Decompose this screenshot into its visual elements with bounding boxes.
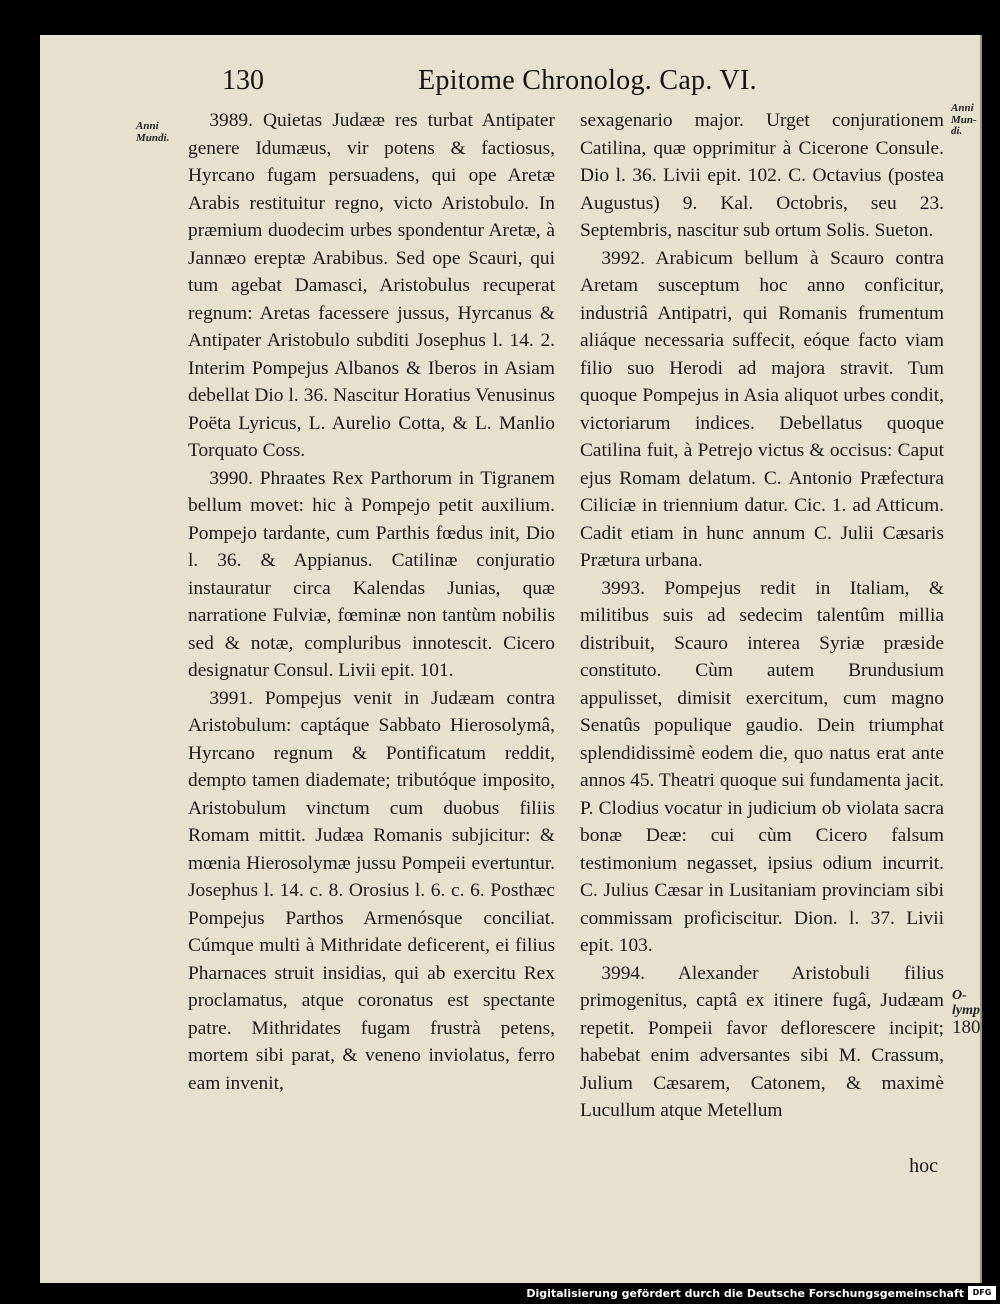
page-number: 130	[222, 65, 264, 96]
entry-3992: 3992. Arabicum bellum à Scauro contra Aretam susceptum hoc anno conficitur, industriâ Antipatri, qui Romanis frumentum aliáque necessaria suffecit, eóque facto viam filio suo Herodi ad majora stravit. Tum quoque Pompejus in Asia aliquot urbes condit, victoriarum indices. Debellatus quoque Catilina fuit, à Petrejo victus & occisus: Caput ejus Romam delatum. C. Antonio Præfectura Ciliciæ in triennium datur. Cic. 1. ad Atticum. Cadit etiam in hunc annum C. Julii Cæsaris Prætura urbana.	[580, 247, 944, 571]
margin-note-right: Anni Mun-di.	[951, 102, 977, 138]
footer-bar	[0, 1283, 1000, 1304]
left-column	[188, 107, 555, 1097]
olympiad-label: O-lymp	[952, 988, 980, 1018]
entry-3989: 3989. Quietas Judææ res turbat Antipater genere Idumæus, vir potens & factiosus, Hyrcano fugam persuadens, qui ope Aretæ Arabis restituitur regno, victo Aristobulo. In præmium duodecim urbes spondentur Aretæ, à Jannæo ereptæ Arabibus. Sed ope Scauri, qui tum agebat Damasci, Aristobulus recuperat regnum: Aretas facessere jussus, Hyrcanus & Antipater Aristobulo subditi Josephus l. 14. 2. Interim Pompejus Albanos & Iberos in Asiam debellat Dio l. 36. Nascitur Horatius Venusinus Poëta Lyricus, L. Aurelio Cotta, & L. Manlio Torquato Coss.	[188, 110, 555, 461]
entry-3991: 3991. Pompejus venit in Judæam contra Aristobulum: captáque Sabbato Hierosolymâ, Hyrcano regnum & Pontificatum reddit, dempto tamen diademate; tributóque imposito, Aristobulum vinctum cum duobus filiis Romam mittit. Judæa Romanis subjicitur: & mœnia Hierosolymæ jussu Pompeii evertuntur. Josephus l. 14. c. 8. Orosius l. 6. c. 6. Posthæc Pompejus Parthos Armenósque conciliat. Cúmque multi à Mithridate deficerent, ei filius Pharnaces struit insidias, qui ab exercitu Rex proclamatus, atque coronatus est spectante patre. Mithridates fugam frustrà petens, mortem sibi parat, & veneno inviolatus, ferro eam invenit,	[188, 687, 555, 1094]
entry-3991-continued: sexagenario major. Urget conjurationem Catilina, quæ opprimitur à Cicerone Consule. Dio l. 36. Livii epit. 102. C. Octavius (postea Augustus) 9. Kal. Octobris, seu 23. Septembris, nascitur sub ortum Solis. Sueton.	[580, 110, 944, 241]
funding-credit: Digitalisierung gefördert durch die Deutsche Forschungsgemeinschaft	[526, 1287, 964, 1300]
book-page	[40, 35, 982, 1283]
entry-3990: 3990. Phraates Rex Parthorum in Tigranem bellum movet: hic à Pompejo petit auxilium. Pompejo tardante, cum Parthis fœdus init, Dio l. 36. & Appianus. Catilinæ conjuratio instauratur circa Kalendas Junias, quæ narratione Fulviæ, fœminæ non tantùm nobilis sed & notæ, compluribus innotescit. Cicero designatur Consul. Livii epit. 101.	[188, 467, 555, 681]
margin-olympiad	[952, 989, 980, 1038]
page-header	[40, 65, 980, 105]
right-column	[580, 107, 944, 1125]
catchword: hoc	[909, 1155, 938, 1177]
running-head: Epitome Chronolog. Cap. VI.	[418, 65, 757, 96]
dfg-logo-icon: DFG	[968, 1286, 996, 1300]
olympiad-number: 180	[952, 1017, 981, 1039]
entry-3993: 3993. Pompejus redit in Italiam, & militibus suis ad sedecim talentûm millia distribuit, Scauro interea Syriæ præside constituto. Cùm autem Brundusium appulisset, dimisit exercitum, cum magno Senatûs populique gaudio. Dein triumphat splendidissimè eodem die, quo natus erat ante annos 45. Theatri quoque sui fundamenta jacit. P. Clodius vocatur in judicium ob violata sacra bonæ Deæ: cui cùm Cicero falsum testimonium negasset, ipsius odium incurrit. C. Julius Cæsar in Lusitaniam provinciam sibi commissam proficiscitur. Dion. l. 37. Livii epit. 103.	[580, 577, 944, 956]
margin-note-left: Anni Mundi.	[136, 120, 170, 144]
entry-3994: 3994. Alexander Aristobuli filius primogenitus, captâ ex itinere fugâ, Judæam repetit. Pompeii favor deflorescere incipit; habebat enim adversantes sibi M. Crassum, Julium Cæsarem, Catonem, & maximè Lucullum atque Metellum	[580, 962, 944, 1121]
